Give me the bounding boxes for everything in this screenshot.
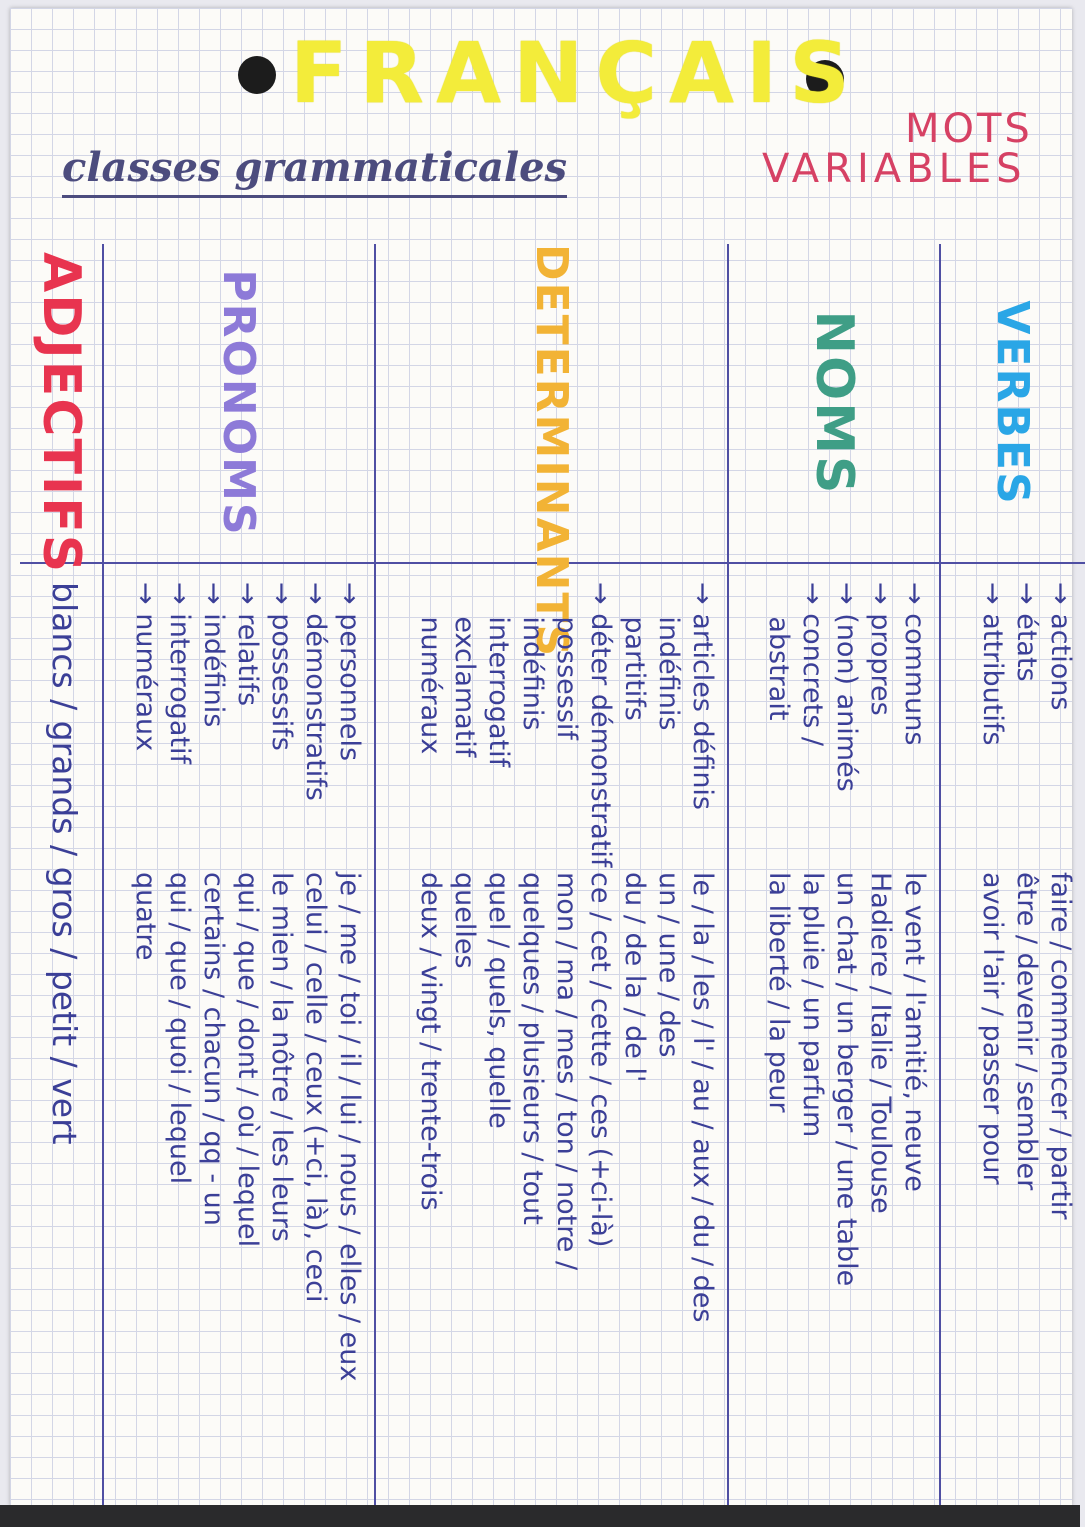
tag-mots: MOTS	[905, 106, 1033, 152]
list-item	[332, 582, 366, 1514]
entry-list-noms	[761, 564, 939, 1514]
entry-term: indéfinis	[653, 616, 684, 731]
entry-examples: ce / cet / cette / ces (+ci-là)	[585, 872, 616, 1248]
list-item	[162, 582, 196, 1514]
entry-examples: celui / celle / ceux (+ci, là), ceci	[300, 872, 331, 1303]
section-row-adjectifs	[20, 244, 103, 1514]
tag-variables: VARIABLES	[762, 146, 1027, 192]
section-header-pronoms	[103, 244, 375, 563]
section-label-adjectifs: ADJECTIFS	[31, 252, 91, 575]
dark-bottom-edge	[0, 1505, 1080, 1527]
entry-term: partitifs	[619, 616, 650, 721]
list-item	[230, 582, 264, 1514]
page-subtitle: classes grammaticales	[62, 144, 567, 198]
list-item	[1043, 582, 1077, 1514]
entry-examples: qui / que / dont / où / lequel	[232, 872, 263, 1248]
list-item	[863, 582, 897, 1514]
entry-term: abstrait	[763, 616, 794, 721]
page-title: FRANÇAIS	[290, 24, 862, 122]
section-label-pronoms: PRONOMS	[213, 269, 265, 537]
entry-term: interrogatif	[483, 616, 514, 768]
section-header-noms	[728, 244, 940, 563]
list-item	[583, 582, 617, 1514]
list-item	[795, 582, 829, 1514]
grammar-table	[20, 244, 1085, 1514]
entry-examples: quelles	[449, 872, 480, 969]
entry-term: → déter démonstratif	[583, 582, 617, 872]
entry-examples: faire / commencer / partir	[1045, 872, 1076, 1220]
grammar-table-wrapper	[20, 244, 1085, 1514]
section-content-determinants	[375, 563, 728, 1514]
list-item	[298, 582, 332, 1514]
entry-examples: la liberté / la peur	[763, 872, 794, 1113]
list-item	[264, 582, 298, 1514]
entry-term: → possessifs	[264, 582, 298, 872]
section-header-verbes	[940, 244, 1085, 563]
list-item	[685, 582, 719, 1514]
entry-examples: quatre	[130, 872, 161, 961]
section-header-adjectifs	[20, 244, 103, 575]
list-item	[1009, 582, 1043, 1514]
list-item	[897, 582, 931, 1514]
entry-examples: un chat / un berger / une table	[831, 872, 862, 1287]
entry-term: → indéfinis	[196, 582, 230, 872]
entry-term: → propres	[863, 582, 897, 872]
section-row-verbes	[940, 244, 1085, 1514]
entry-examples: le / la / les / l' / au / aux / du / des	[687, 872, 718, 1323]
entry-examples: mon / ma / mes / ton / notre /	[551, 872, 582, 1271]
list-item	[515, 582, 549, 1514]
section-row-pronoms	[103, 244, 375, 1514]
section-content-adjectifs	[20, 563, 103, 1514]
entry-examples: du / de la / de l'	[619, 872, 650, 1083]
section-content-verbes	[940, 563, 1085, 1514]
entry-examples: avoir l'air / passer pour	[977, 872, 1008, 1185]
section-row-noms	[728, 244, 940, 1514]
entry-examples: être / devenir / sembler	[1011, 872, 1042, 1191]
entry-term: → interrogatif	[162, 582, 196, 872]
entry-term: indéfinis	[517, 616, 548, 731]
entry-term: → attributifs	[975, 582, 1009, 872]
entry-term: → personnels	[332, 582, 366, 872]
list-item	[651, 582, 685, 1514]
entry-term: numéraux	[415, 616, 446, 755]
entry-examples: un / une / des	[653, 872, 684, 1058]
entry-examples: le vent / l'amitié, neuve	[899, 872, 930, 1192]
adjectifs-examples: blancs / grands / gros / petit / vert	[45, 582, 84, 1145]
entry-term: → articles définis	[685, 582, 719, 872]
entry-list-pronoms	[128, 564, 374, 1514]
punch-hole-left	[238, 56, 276, 94]
entry-term: → communs	[897, 582, 931, 872]
entry-term: → actions	[1043, 582, 1077, 872]
entry-term: → concrets /	[795, 582, 829, 872]
entry-examples: quelques / plusieurs / tout	[517, 872, 548, 1225]
section-row-determinants	[375, 244, 728, 1514]
list-item	[617, 582, 651, 1514]
entry-examples: Hadiere / Italie / Toulouse	[865, 872, 896, 1214]
list-item	[413, 582, 447, 1514]
entry-term: → relatifs	[230, 582, 264, 872]
entry-examples: certains / chacun / qq - un	[198, 872, 229, 1226]
entry-term: exclamatif	[449, 616, 480, 758]
entry-term: → (non) animés	[829, 582, 863, 872]
entry-list-determinants	[413, 564, 727, 1514]
list-item	[761, 582, 795, 1514]
notebook-page	[10, 8, 1076, 1506]
entry-term: → démonstratifs	[298, 582, 332, 872]
section-label-verbes: VERBES	[987, 300, 1039, 506]
list-item	[128, 582, 162, 1514]
list-item	[975, 582, 1009, 1514]
list-item	[549, 582, 583, 1514]
list-item	[196, 582, 230, 1514]
entry-examples: deux / vingt / trente-trois	[415, 872, 446, 1211]
section-label-noms: NOMS	[804, 310, 864, 496]
list-item	[829, 582, 863, 1514]
entry-examples: le mien / la nôtre / les leurs	[266, 872, 297, 1242]
entry-term: → états	[1009, 582, 1043, 872]
section-content-pronoms	[103, 563, 375, 1514]
entry-term: → numéraux	[128, 582, 162, 872]
entry-examples: la pluie / un parfum	[797, 872, 828, 1138]
entry-term: possessif	[551, 616, 582, 740]
entry-examples: quel / quels, quelle	[483, 872, 514, 1129]
section-label-determinants: DETERMINANTS	[526, 244, 577, 659]
entry-examples: je / me / toi / il / lui / nous / elles / eux	[334, 872, 365, 1382]
list-item	[481, 582, 515, 1514]
section-content-noms	[728, 563, 940, 1514]
entry-list-verbes	[975, 564, 1085, 1514]
section-header-determinants	[375, 244, 728, 659]
list-item	[447, 582, 481, 1514]
entry-examples: qui / que / quoi / lequel	[164, 872, 195, 1185]
